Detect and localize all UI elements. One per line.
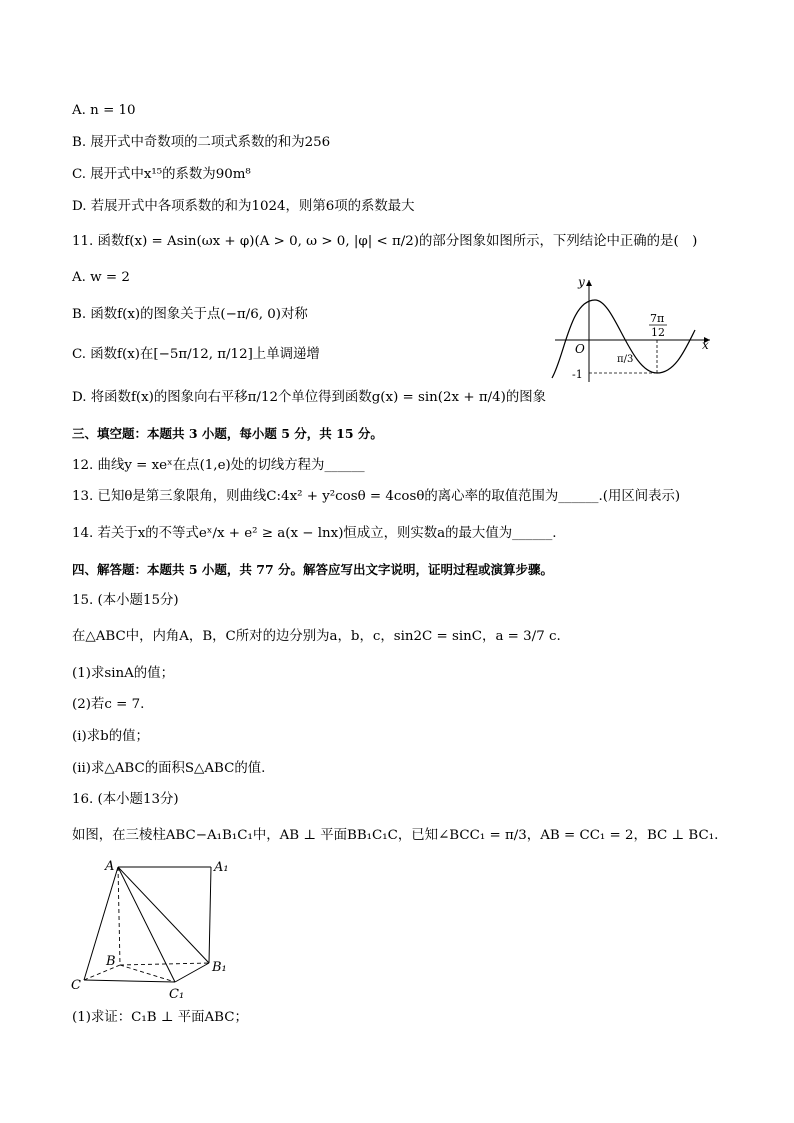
graph-tick-7pi12-num: 7π xyxy=(650,312,665,325)
graph-tick-pi3: π/3 xyxy=(617,354,634,365)
section4-heading: 四、解答题：本题共 5 小题，共 77 分。解答应写出文字说明，证明过程或演算步骤。 xyxy=(72,562,554,577)
q15-part2: (2)若c = 7. xyxy=(72,697,145,712)
q11-option-d: D. 将函数f(x)的图象向右平移π/12个单位得到函数g(x) = sin(2x + π/4)的图象 xyxy=(72,390,547,405)
q11-option-c: C. 函数f(x)在[−5π/12, π/12]上单调递增 xyxy=(72,347,320,362)
graph-x-label: x xyxy=(702,338,709,352)
vertex-b: B xyxy=(106,954,116,969)
q10-option-d: D. 若展开式中各项系数的和为1024，则第6项的系数最大 xyxy=(72,199,415,214)
q15-part1: (1)求sinA的值； xyxy=(72,666,174,681)
vertex-c: C xyxy=(71,978,81,993)
vertex-b1: B₁ xyxy=(212,960,227,975)
q14: 14. 若关于x的不等式eˣ/x + e² ≥ a(x − lnx)恒成立，则实数a的最大值为______. xyxy=(72,526,557,541)
section3-heading: 三、填空题：本题共 3 小题，每小题 5 分，共 15 分。 xyxy=(72,426,383,441)
q15-stem: 在△ABC中，内角A，B，C所对的边分别为a，b，c，sin2C = sinC，a = 3/7 c. xyxy=(72,629,561,644)
q11-option-a: A. w = 2 xyxy=(72,270,130,285)
q11-sine-graph xyxy=(550,270,715,385)
q10-option-a: A. n = 10 xyxy=(72,103,136,118)
graph-min-label: -1 xyxy=(572,368,583,381)
q15-part2-ii: (ii)求△ABC的面积S△ABC的值. xyxy=(72,761,266,776)
q16-title: 16. (本小题13分) xyxy=(72,792,179,807)
q11-stem: 11. 函数f(x) = Asin(ωx + φ)(A > 0, ω > 0, |φ| < π/2)的部分图象如图所示，下列结论中正确的是( ) xyxy=(72,234,698,249)
q16-part1: (1)求证：C₁B ⊥ 平面ABC； xyxy=(72,1010,248,1025)
q11-option-b: B. 函数f(x)的图象关于点(−π/6, 0)对称 xyxy=(72,307,308,322)
q15-title: 15. (本小题15分) xyxy=(72,593,179,608)
q13: 13. 已知θ是第三象限角，则曲线C:4x² + y²cosθ = 4cosθ的离心率的取值范围为______.(用区间表示) xyxy=(72,489,681,504)
q16-prism-figure xyxy=(68,855,238,1005)
vertex-c1: C₁ xyxy=(169,987,185,1002)
q12: 12. 曲线y = xeˣ在点(1,e)处的切线方程为______ xyxy=(72,458,365,473)
graph-origin-label: O xyxy=(575,342,585,356)
q10-option-b: B. 展开式中奇数项的二项式系数的和为256 xyxy=(72,135,331,150)
q10-option-c: C. 展开式中x¹⁵的系数为90m⁸ xyxy=(72,167,251,182)
graph-y-label: y xyxy=(578,275,585,289)
graph-tick-7pi12-den: 12 xyxy=(651,326,665,339)
q15-part2-i: (i)求b的值； xyxy=(72,729,149,744)
vertex-a1: A₁ xyxy=(214,860,229,875)
vertex-a: A xyxy=(105,859,115,874)
q16-stem: 如图，在三棱柱ABC−A₁B₁C₁中，AB ⊥ 平面BB₁C₁C，已知∠BCC₁ = π/3，AB = CC₁ = 2，BC ⊥ BC₁. xyxy=(72,828,719,843)
